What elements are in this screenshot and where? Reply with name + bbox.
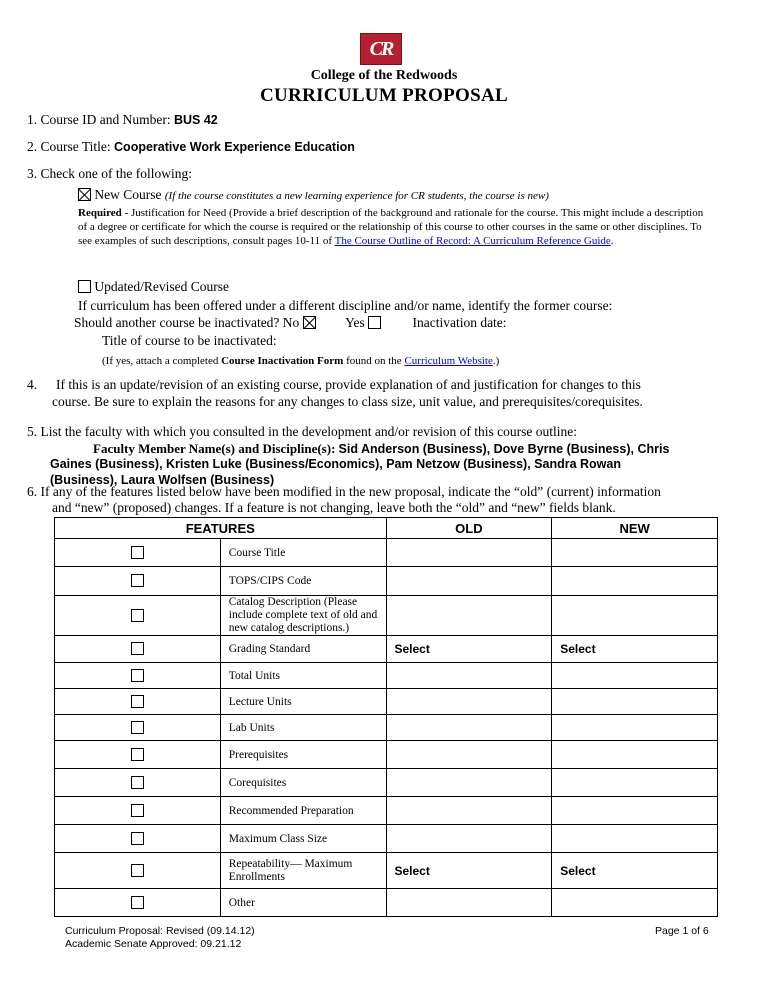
row-checkbox[interactable] xyxy=(131,804,144,817)
item-course-title xyxy=(27,139,355,155)
feature-label: Prerequisites xyxy=(220,741,386,769)
row-checkbox[interactable] xyxy=(131,695,144,708)
new-field[interactable] xyxy=(552,663,718,689)
new-course-label: New Course xyxy=(94,187,162,202)
row-checkbox[interactable] xyxy=(131,721,144,734)
course-id-value[interactable]: BUS 42 xyxy=(173,113,218,127)
inactivate-no-checkbox[interactable] xyxy=(303,316,316,329)
new-field[interactable] xyxy=(552,715,718,741)
item-course-id xyxy=(27,112,218,128)
new-field[interactable] xyxy=(552,596,718,636)
feature-label: Grading Standard xyxy=(220,636,386,663)
row-checkbox[interactable] xyxy=(131,642,144,655)
feature-label: Recommended Preparation xyxy=(220,797,386,825)
required-label: Required xyxy=(78,207,122,219)
faculty-label: Faculty Member Name(s) and Discipline(s): xyxy=(93,441,336,456)
old-field[interactable] xyxy=(386,715,552,741)
required-text: - Justification for Need (Provide a brief description of the background and rationale for the course. This might include a description of a degree or certificate for which the course is required or the relationship of this course to other courses in the same or other disciplines. To see examples of such descriptions, consult pages 10-11 of xyxy=(78,207,704,247)
table-row xyxy=(55,567,718,596)
faculty-names-3[interactable]: (Business), Laura Wolfsen (Business) xyxy=(50,473,275,487)
row-checkbox[interactable] xyxy=(131,748,144,761)
feature-label: Lecture Units xyxy=(220,689,386,715)
feature-label: Lab Units xyxy=(220,715,386,741)
faculty-line-1 xyxy=(93,441,669,457)
old-field[interactable] xyxy=(386,663,552,689)
row-checkbox[interactable] xyxy=(131,609,144,622)
table-row xyxy=(55,715,718,741)
if-yes-end: .) xyxy=(492,355,500,367)
updated-course-label: Updated/Revised Course xyxy=(94,279,229,294)
old-field[interactable] xyxy=(386,741,552,769)
curriculum-website-link[interactable]: Curriculum Website xyxy=(404,355,493,367)
row-checkbox[interactable] xyxy=(131,896,144,909)
new-field[interactable] xyxy=(552,689,718,715)
feature-label: Course Title xyxy=(220,539,386,567)
if-yes-pre: (If yes, attach a completed xyxy=(102,355,222,367)
updated-course-checkbox[interactable] xyxy=(78,280,91,293)
former-course-text: If curriculum has been offered under a different discipline and/or name, identify the former course: xyxy=(78,298,613,313)
header-new: NEW xyxy=(552,518,718,539)
row-checkbox[interactable] xyxy=(131,574,144,587)
old-field[interactable] xyxy=(386,689,552,715)
row-checkbox[interactable] xyxy=(131,864,144,877)
if-yes-mid: found on the xyxy=(343,355,405,367)
row-checkbox[interactable] xyxy=(131,669,144,682)
new-field[interactable] xyxy=(552,889,718,917)
feature-label: Total Units xyxy=(220,663,386,689)
old-select[interactable]: Select xyxy=(386,853,552,889)
item-6-text-2: and “new” (proposed) changes. If a feature is not changing, leave both the “old” and “new” fields blank. xyxy=(52,500,616,515)
justification-text xyxy=(78,206,708,248)
feature-label: Corequisites xyxy=(220,769,386,797)
new-course-checkbox[interactable] xyxy=(78,188,91,201)
faculty-names-1[interactable]: Sid Anderson (Business), Dove Byrne (Business), Chris xyxy=(338,442,670,456)
row-checkbox[interactable] xyxy=(131,776,144,789)
title-inactivated-label: Title of course to be inactivated: xyxy=(102,333,277,348)
new-select[interactable]: Select xyxy=(552,853,718,889)
feature-label: TOPS/CIPS Code xyxy=(220,567,386,596)
course-title-value[interactable]: Cooperative Work Experience Education xyxy=(114,140,355,154)
page-title: CURRICULUM PROPOSAL xyxy=(260,85,508,106)
new-select[interactable]: Select xyxy=(552,636,718,663)
item-4-text-2: course. Be sure to explain the reasons for any changes to class size, unit value, and prerequisites/corequisites. xyxy=(52,394,643,409)
footer-revised: Curriculum Proposal: Revised (09.14.12) xyxy=(65,925,255,937)
table-row xyxy=(55,853,718,889)
new-field[interactable] xyxy=(552,567,718,596)
old-field[interactable] xyxy=(386,567,552,596)
old-field[interactable] xyxy=(386,769,552,797)
item-4-number: 4. xyxy=(27,377,38,392)
inactivate-question: Should another course be inactivated? No xyxy=(74,315,300,330)
table-row xyxy=(55,797,718,825)
features-table xyxy=(54,517,718,917)
item-6-text: 6. If any of the features listed below have been modified in the new proposal, indicate the “old” (current) information xyxy=(27,484,661,499)
inactivation-form-name: Course Inactivation Form xyxy=(221,355,344,367)
new-course-note: (If the course constitutes a new learning experience for CR students, the course is new) xyxy=(164,190,549,202)
faculty-names-2[interactable]: Gaines (Business), Kristen Luke (Business/Economics), Pam Netzow (Business), Sandra Rowan xyxy=(50,457,621,471)
feature-label: Other xyxy=(220,889,386,917)
table-row xyxy=(55,769,718,797)
feature-label: Catalog Description (Please include complete text of old and new catalog descriptions.) xyxy=(220,596,386,636)
college-name: College of the Redwoods xyxy=(310,68,458,83)
header-features: FEATURES xyxy=(55,518,387,539)
table-row xyxy=(55,636,718,663)
table-row xyxy=(55,825,718,853)
new-field[interactable] xyxy=(552,769,718,797)
new-course-row xyxy=(78,187,549,203)
footer-approved: Academic Senate Approved: 09.21.12 xyxy=(65,938,242,950)
course-id-label: 1. Course ID and Number: xyxy=(27,112,174,127)
old-field[interactable] xyxy=(386,825,552,853)
new-field[interactable] xyxy=(552,797,718,825)
old-field[interactable] xyxy=(386,539,552,567)
inactivation-date-label: Inactivation date: xyxy=(412,315,507,330)
old-field[interactable] xyxy=(386,596,552,636)
header-old: OLD xyxy=(386,518,552,539)
row-checkbox[interactable] xyxy=(131,546,144,559)
required-end: . xyxy=(610,235,614,247)
table-row xyxy=(55,663,718,689)
new-field[interactable] xyxy=(552,825,718,853)
updated-course-row xyxy=(78,279,229,295)
old-field[interactable] xyxy=(386,797,552,825)
feature-label: Maximum Class Size xyxy=(220,825,386,853)
row-checkbox[interactable] xyxy=(131,832,144,845)
table-row xyxy=(55,889,718,917)
table-header-row xyxy=(55,518,718,539)
inactivate-row xyxy=(74,315,507,331)
if-yes-note xyxy=(102,355,499,367)
item-4-text: If this is an update/revision of an existing course, provide explanation of and justification for changes to this xyxy=(56,377,641,392)
college-logo: CR xyxy=(360,33,402,65)
table-row xyxy=(55,539,718,567)
old-field[interactable] xyxy=(386,889,552,917)
item-check-one: 3. Check one of the following: xyxy=(27,166,192,181)
new-field[interactable] xyxy=(552,741,718,769)
feature-label: Repeatability— Maximum Enrollments xyxy=(220,853,386,889)
reference-guide-link[interactable]: The Course Outline of Record: A Curriculum Reference Guide xyxy=(334,235,611,247)
course-title-label: 2. Course Title: xyxy=(27,139,115,154)
table-row xyxy=(55,596,718,636)
old-select[interactable]: Select xyxy=(386,636,552,663)
item-5-text: 5. List the faculty with which you consulted in the development and/or revision of this course outline: xyxy=(27,424,578,439)
inactivate-yes-checkbox[interactable] xyxy=(368,316,381,329)
new-field[interactable] xyxy=(552,539,718,567)
table-row xyxy=(55,689,718,715)
table-row xyxy=(55,741,718,769)
inactivate-yes-label: Yes xyxy=(345,315,365,330)
page-number: Page 1 of 6 xyxy=(655,925,709,937)
